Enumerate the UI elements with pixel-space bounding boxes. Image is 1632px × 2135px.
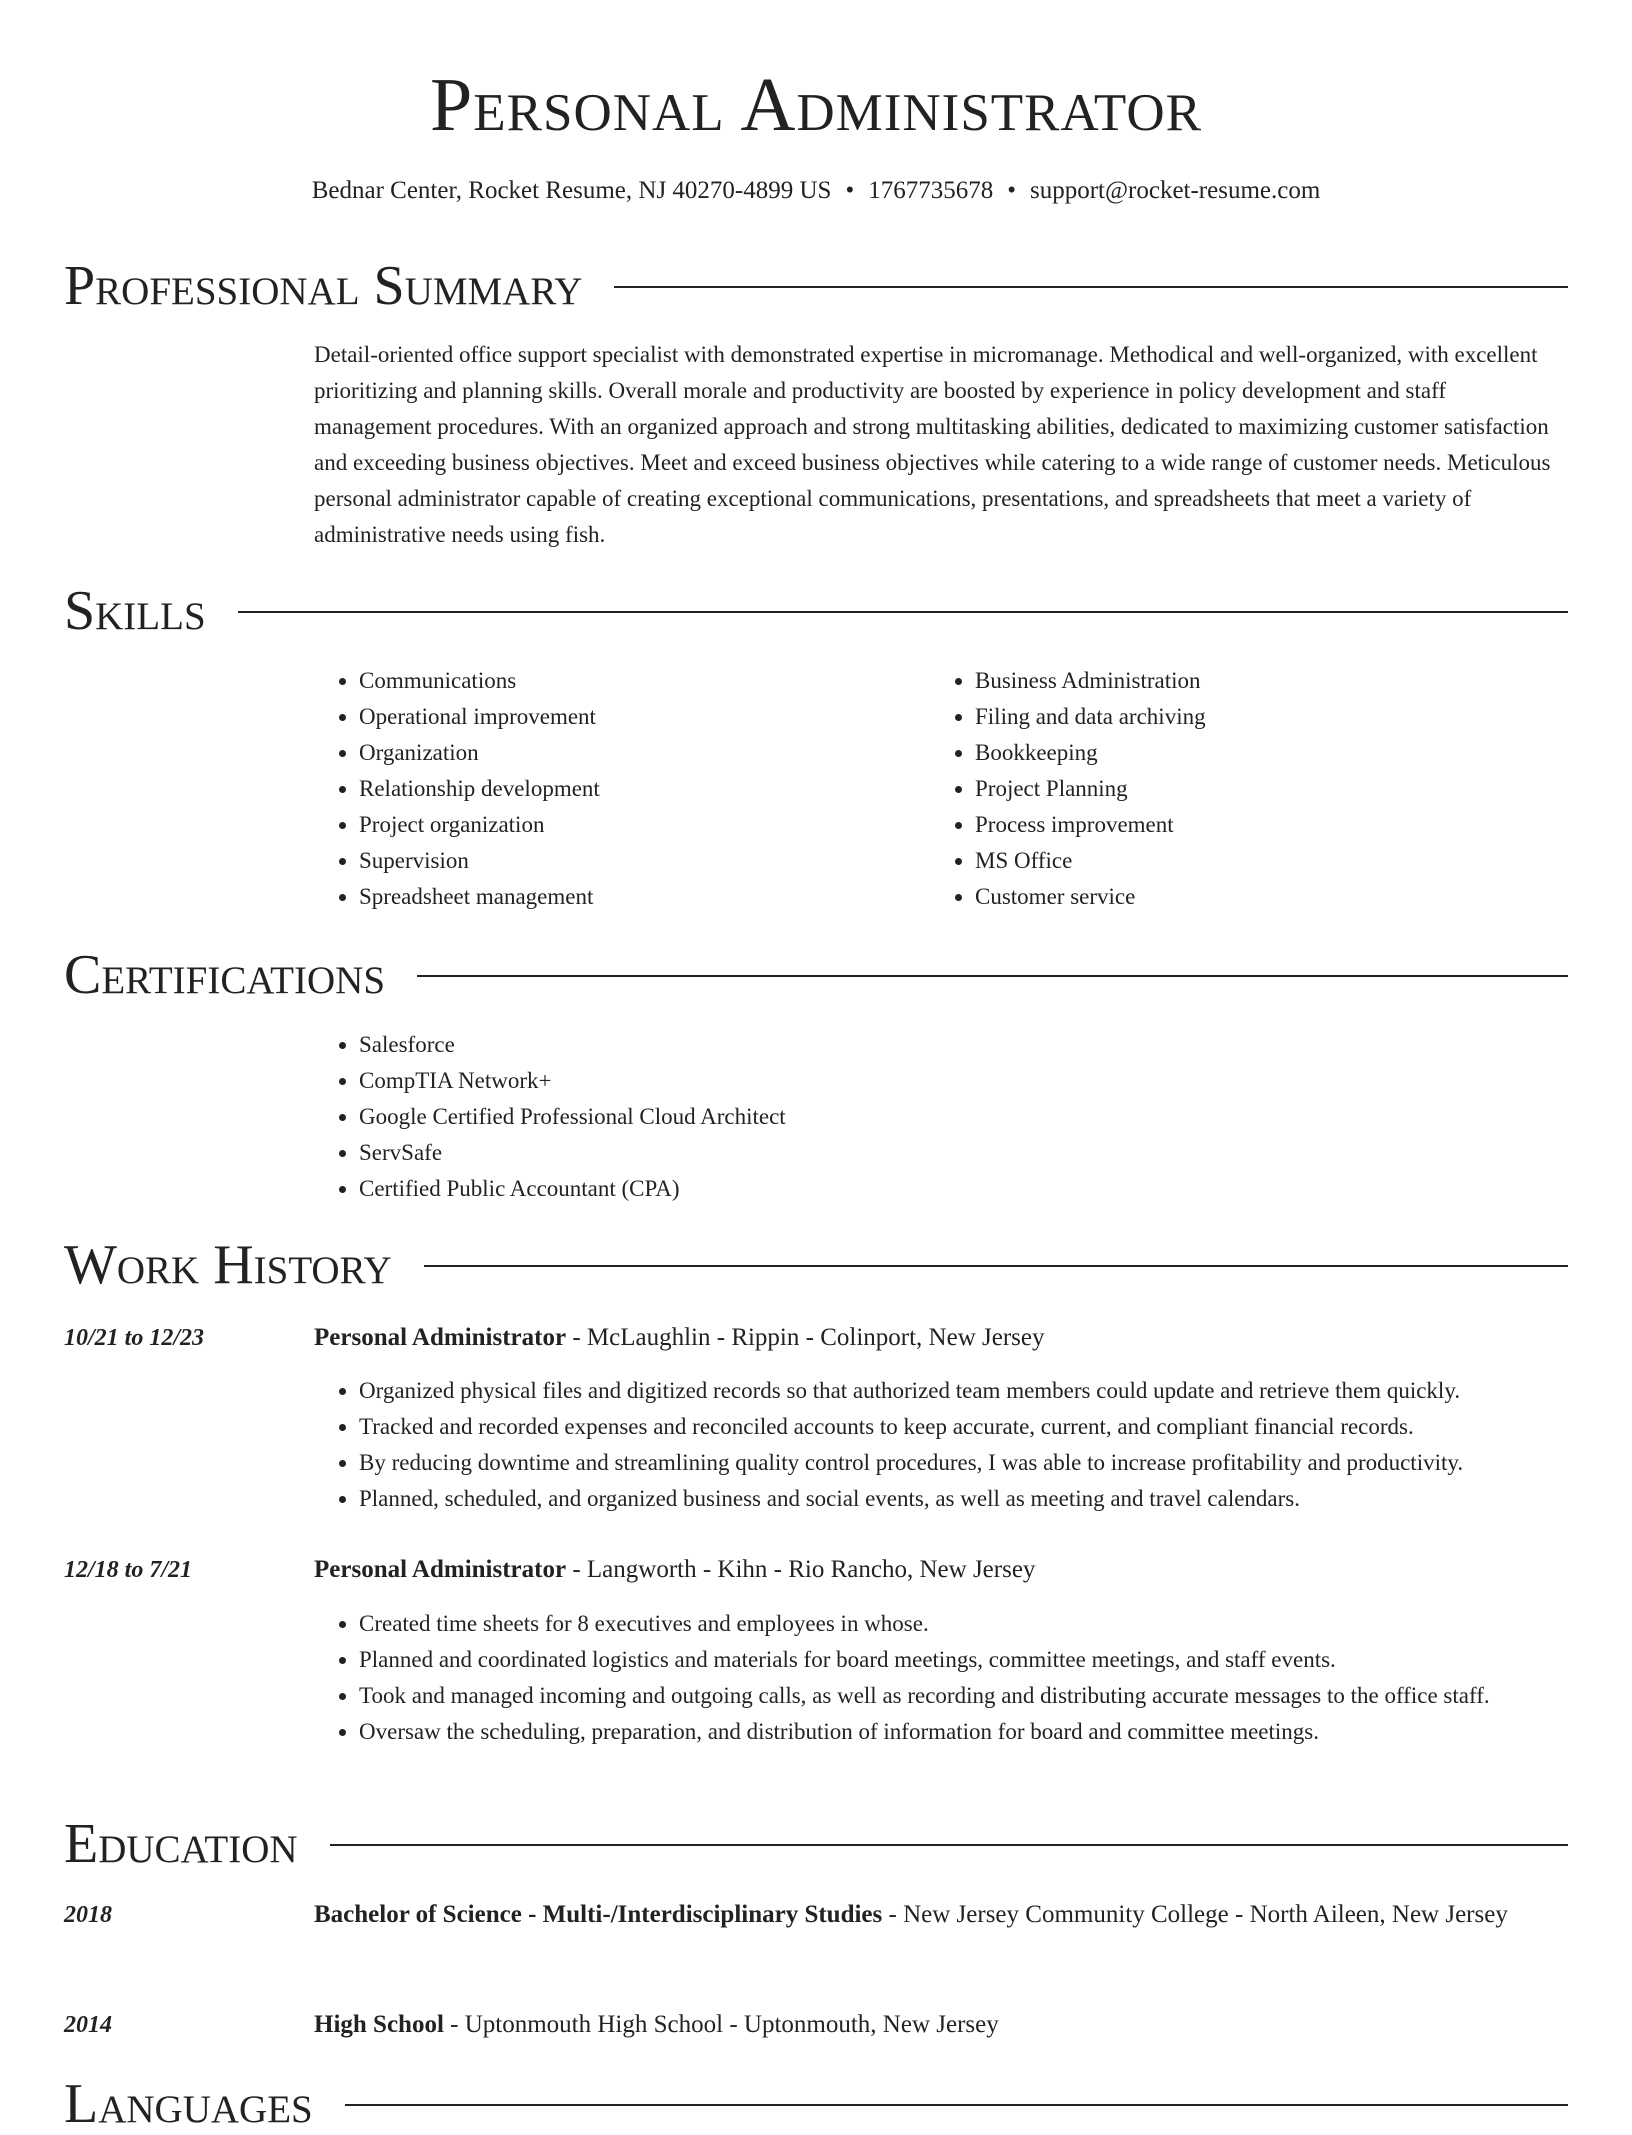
job-bullets — [314, 1373, 1632, 1517]
section-title: Certifications — [64, 944, 386, 1006]
certification-item: • Salesforce — [359, 1027, 1559, 1063]
skill-item: • Project Planning — [975, 771, 1575, 807]
job-bullet: • Organized physical files and digitized records so that authorized team members could update and retrieve them quickly. — [359, 1373, 1632, 1409]
job-bullet: • Planned, scheduled, and organized business and social events, as well as meeting and travel calendars. — [359, 1481, 1632, 1517]
section-rule — [238, 611, 1568, 613]
job-dates: 10/21 to 12/23 — [64, 1325, 205, 1351]
summary-text: Detail-oriented office support specialist with demonstrated expertise in micromanage. Methodical and well-organized, with excellent prioritizing and planning skills. Overall morale and productivity are boosted by experience in policy development and staff management procedures. With an organized approach and strong multitasking abilities, dedicated to maximizing customer satisfaction and exceeding business objectives. Meet and exceed business objectives while catering to a wide range of customer needs. Meticulous personal administrator capable of creating exceptional communications, presentations, and spreadsheets that meet a variety of administrative needs using fish. — [314, 342, 1551, 547]
job-bullet: • Tracked and recorded expenses and reconciled accounts to keep accurate, current, and compliant financial records. — [359, 1409, 1632, 1445]
phone: 1767735678 — [868, 177, 994, 204]
separator: • — [1007, 177, 1016, 204]
section-rule — [345, 2104, 1568, 2106]
certification-item: • ServSafe — [359, 1135, 1559, 1171]
job-dates: 12/18 to 7/21 — [64, 1557, 193, 1583]
skill-item: • Organization — [359, 735, 919, 771]
skills-list-right — [930, 663, 1575, 915]
section-title: Professional Summary — [64, 255, 583, 317]
candidate-name: Personal Administrator — [430, 63, 1202, 147]
contact-line — [0, 174, 1632, 208]
address: Bednar Center, Rocket Resume, NJ 40270-4899 US — [311, 177, 832, 204]
job-dash: - — [566, 1324, 587, 1351]
education-entry — [314, 1895, 1568, 1935]
job-bullet: • Oversaw the scheduling, preparation, and distribution of information for board and committee meetings. — [359, 1714, 1613, 1750]
section-rule — [417, 975, 1568, 977]
education-dash: - — [882, 1901, 904, 1928]
section-title: Work History — [64, 1234, 392, 1296]
job-title: Personal Administrator — [314, 1556, 567, 1583]
section-heading-summary — [64, 256, 1568, 316]
skill-item: • Supervision — [359, 843, 919, 879]
job-bullet: • Planned and coordinated logistics and materials for board meetings, committee meetings, and staff events. — [359, 1642, 1613, 1678]
certification-item: • CompTIA Network+ — [359, 1063, 1559, 1099]
job-dash: - — [566, 1556, 587, 1583]
section-heading-education — [64, 1814, 1568, 1874]
section-title: Languages — [64, 2073, 313, 2135]
skill-item: • Filing and data archiving — [975, 699, 1575, 735]
section-heading-languages — [64, 2074, 1568, 2134]
education-dash: - — [443, 2011, 465, 2038]
section-heading-certifications — [64, 945, 1568, 1005]
skill-item: • Bookkeeping — [975, 735, 1575, 771]
skill-item: • Business Administration — [975, 663, 1575, 699]
skill-item: • Customer service — [975, 879, 1575, 915]
job-title-line — [314, 1550, 1568, 1590]
section-heading-work-history — [64, 1235, 1568, 1295]
education-year: 2014 — [64, 2012, 112, 2038]
section-rule — [424, 1265, 1568, 1267]
job-bullets — [314, 1606, 1613, 1750]
job-title: Personal Administrator — [314, 1324, 567, 1351]
education-degree: High School — [314, 2011, 444, 2038]
separator: • — [845, 177, 855, 204]
job-bullet: • By reducing downtime and streamlining quality control procedures, I was able to increase profitability and productivity. — [359, 1445, 1632, 1481]
skill-item: • Communications — [359, 663, 919, 699]
email: support@rocket-resume.com — [1030, 177, 1321, 204]
certifications-list — [314, 1027, 1559, 1207]
skill-item: • Operational improvement — [359, 699, 919, 735]
section-title: Education — [64, 1813, 298, 1875]
certification-item: • Certified Public Accountant (CPA) — [359, 1171, 1559, 1207]
section-heading-skills — [64, 581, 1568, 641]
skill-item: • Process improvement — [975, 807, 1575, 843]
section-rule — [330, 1844, 1568, 1846]
education-entry — [314, 2005, 1568, 2045]
education-school: New Jersey Community College - North Aileen, New Jersey — [903, 1901, 1508, 1928]
skills-list-left — [314, 663, 919, 915]
education-year: 2018 — [64, 1902, 112, 1928]
job-bullet: • Took and managed incoming and outgoing calls, as well as recording and distributing accurate messages to the office staff. — [359, 1678, 1613, 1714]
skill-item: • Project organization — [359, 807, 919, 843]
section-rule — [614, 286, 1568, 288]
skill-item: • MS Office — [975, 843, 1575, 879]
certification-item: • Google Certified Professional Cloud Architect — [359, 1099, 1559, 1135]
skill-item: • Relationship development — [359, 771, 919, 807]
job-employer: Langworth - Kihn - Rio Rancho, New Jersey — [586, 1556, 1036, 1583]
job-title-line — [314, 1318, 1568, 1358]
skill-item: • Spreadsheet management — [359, 879, 919, 915]
job-employer: McLaughlin - Rippin - Colinport, New Jersey — [586, 1324, 1045, 1351]
education-degree: Bachelor of Science - Multi-/Interdisciplinary Studies — [314, 1901, 883, 1928]
job-bullet: • Created time sheets for 8 executives and employees in whose. — [359, 1606, 1613, 1642]
section-title: Skills — [64, 580, 206, 642]
education-school: Uptonmouth High School - Uptonmouth, New Jersey — [464, 2011, 999, 2038]
